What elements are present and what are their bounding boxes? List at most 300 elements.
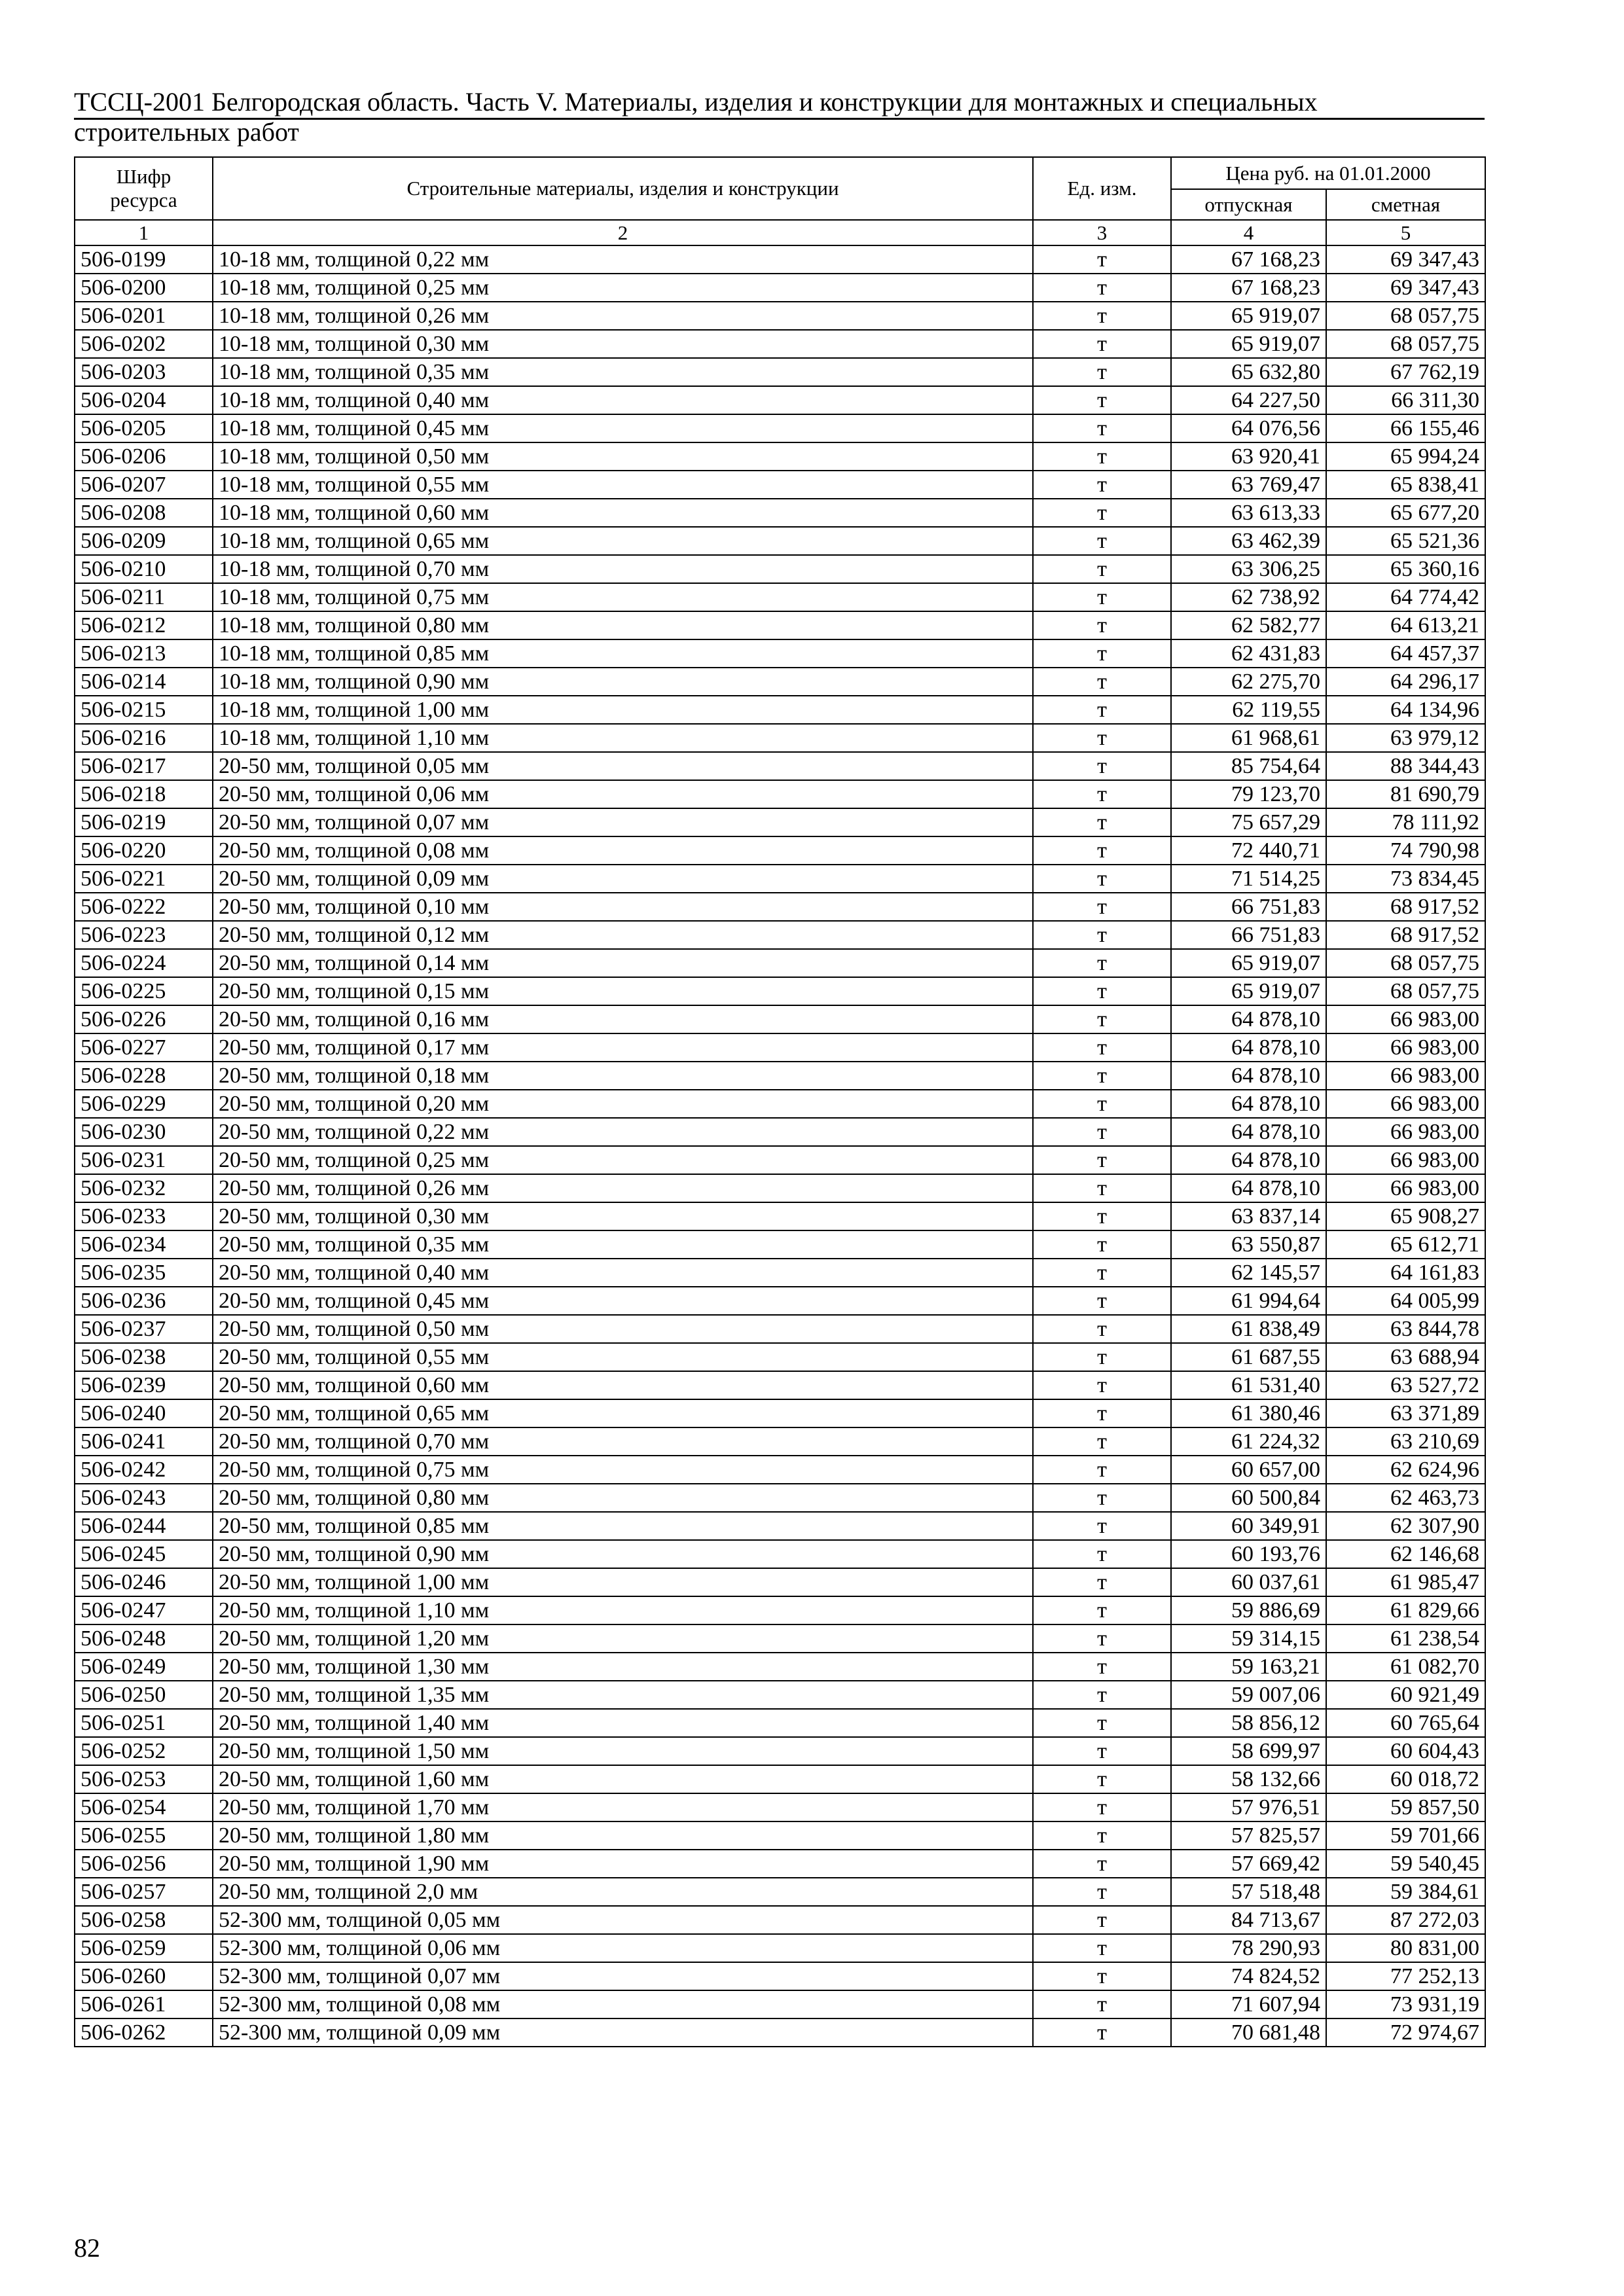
release-price: 60 657,00: [1171, 1456, 1326, 1484]
table-row: [75, 611, 1485, 639]
resource-code: 506-0261: [75, 1990, 213, 2018]
release-price: 64 076,56: [1171, 414, 1326, 442]
release-price: 63 769,47: [1171, 471, 1326, 499]
estimate-price: 68 057,75: [1326, 302, 1485, 330]
material-name: 10-18 мм, толщиной 0,22 мм: [213, 245, 1033, 274]
resource-code: 506-0200: [75, 274, 213, 302]
release-price: 65 632,80: [1171, 358, 1326, 386]
table-row: [75, 1259, 1485, 1287]
unit-of-measure: т: [1033, 1399, 1171, 1427]
resource-code: 506-0256: [75, 1850, 213, 1878]
resource-code: 506-0253: [75, 1765, 213, 1793]
material-name: 20-50 мм, толщиной 0,10 мм: [213, 893, 1033, 921]
table-row: [75, 442, 1485, 471]
release-price: 57 976,51: [1171, 1793, 1326, 1821]
resource-code: 506-0220: [75, 836, 213, 865]
unit-of-measure: т: [1033, 1709, 1171, 1737]
estimate-price: 64 005,99: [1326, 1287, 1485, 1315]
estimate-price: 63 844,78: [1326, 1315, 1485, 1343]
unit-of-measure: т: [1033, 245, 1171, 274]
release-price: 64 878,10: [1171, 1005, 1326, 1033]
material-name: 20-50 мм, толщиной 1,80 мм: [213, 1821, 1033, 1850]
header-name: Строительные материалы, изделия и конструкции: [213, 157, 1033, 220]
estimate-price: 66 983,00: [1326, 1033, 1485, 1062]
material-name: 20-50 мм, толщиной 1,40 мм: [213, 1709, 1033, 1737]
resource-code: 506-0239: [75, 1371, 213, 1399]
table-row: [75, 1793, 1485, 1821]
resource-code: 506-0243: [75, 1484, 213, 1512]
column-number: 1: [75, 220, 213, 245]
estimate-price: 69 347,43: [1326, 274, 1485, 302]
unit-of-measure: т: [1033, 1230, 1171, 1259]
page-number: 82: [74, 2233, 100, 2263]
material-name: 10-18 мм, толщиной 0,26 мм: [213, 302, 1033, 330]
release-price: 65 919,07: [1171, 949, 1326, 977]
resource-code: 506-0219: [75, 808, 213, 836]
unit-of-measure: т: [1033, 780, 1171, 808]
release-price: 64 227,50: [1171, 386, 1326, 414]
release-price: 60 349,91: [1171, 1512, 1326, 1540]
table-row: [75, 1174, 1485, 1202]
estimate-price: 66 983,00: [1326, 1005, 1485, 1033]
release-price: 65 919,07: [1171, 302, 1326, 330]
unit-of-measure: т: [1033, 1174, 1171, 1202]
resource-code: 506-0223: [75, 921, 213, 949]
table-row: [75, 2018, 1485, 2047]
release-price: 59 007,06: [1171, 1681, 1326, 1709]
release-price: 63 837,14: [1171, 1202, 1326, 1230]
material-name: 20-50 мм, толщиной 0,16 мм: [213, 1005, 1033, 1033]
unit-of-measure: т: [1033, 696, 1171, 724]
release-price: 59 163,21: [1171, 1653, 1326, 1681]
material-name: 52-300 мм, толщиной 0,05 мм: [213, 1906, 1033, 1934]
table-row: [75, 1850, 1485, 1878]
table-row: [75, 1399, 1485, 1427]
material-name: 10-18 мм, толщиной 0,50 мм: [213, 442, 1033, 471]
table-row: [75, 1540, 1485, 1568]
material-name: 20-50 мм, толщиной 1,35 мм: [213, 1681, 1033, 1709]
release-price: 71 607,94: [1171, 1990, 1326, 2018]
table-row: [75, 1118, 1485, 1146]
resource-code: 506-0244: [75, 1512, 213, 1540]
material-name: 20-50 мм, толщиной 0,25 мм: [213, 1146, 1033, 1174]
resource-code: 506-0214: [75, 668, 213, 696]
resource-code: 506-0234: [75, 1230, 213, 1259]
release-price: 61 224,32: [1171, 1427, 1326, 1456]
price-table: [74, 156, 1486, 2047]
estimate-price: 69 347,43: [1326, 245, 1485, 274]
estimate-price: 65 521,36: [1326, 527, 1485, 555]
estimate-price: 65 908,27: [1326, 1202, 1485, 1230]
material-name: 20-50 мм, толщиной 1,50 мм: [213, 1737, 1033, 1765]
material-name: 20-50 мм, толщиной 0,65 мм: [213, 1399, 1033, 1427]
material-name: 20-50 мм, толщиной 0,80 мм: [213, 1484, 1033, 1512]
release-price: 84 713,67: [1171, 1906, 1326, 1934]
resource-code: 506-0249: [75, 1653, 213, 1681]
release-price: 61 531,40: [1171, 1371, 1326, 1399]
estimate-price: 65 360,16: [1326, 555, 1485, 583]
unit-of-measure: т: [1033, 1315, 1171, 1343]
unit-of-measure: т: [1033, 274, 1171, 302]
table-row: [75, 302, 1485, 330]
unit-of-measure: т: [1033, 1821, 1171, 1850]
resource-code: 506-0259: [75, 1934, 213, 1962]
table-row: [75, 949, 1485, 977]
release-price: 71 514,25: [1171, 865, 1326, 893]
estimate-price: 64 613,21: [1326, 611, 1485, 639]
estimate-price: 66 983,00: [1326, 1146, 1485, 1174]
release-price: 64 878,10: [1171, 1174, 1326, 1202]
resource-code: 506-0262: [75, 2018, 213, 2047]
material-name: 20-50 мм, толщиной 1,00 мм: [213, 1568, 1033, 1596]
resource-code: 506-0210: [75, 555, 213, 583]
release-price: 61 838,49: [1171, 1315, 1326, 1343]
table-row: [75, 1427, 1485, 1456]
estimate-price: 72 974,67: [1326, 2018, 1485, 2047]
material-name: 20-50 мм, толщиной 0,08 мм: [213, 836, 1033, 865]
estimate-price: 78 111,92: [1326, 808, 1485, 836]
material-name: 20-50 мм, толщиной 1,60 мм: [213, 1765, 1033, 1793]
column-number: 5: [1326, 220, 1485, 245]
resource-code: 506-0217: [75, 752, 213, 780]
resource-code: 506-0199: [75, 245, 213, 274]
material-name: 20-50 мм, толщиной 1,90 мм: [213, 1850, 1033, 1878]
estimate-price: 66 983,00: [1326, 1174, 1485, 1202]
resource-code: 506-0241: [75, 1427, 213, 1456]
estimate-price: 61 082,70: [1326, 1653, 1485, 1681]
release-price: 66 751,83: [1171, 893, 1326, 921]
unit-of-measure: т: [1033, 1624, 1171, 1653]
unit-of-measure: т: [1033, 611, 1171, 639]
estimate-price: 59 384,61: [1326, 1878, 1485, 1906]
estimate-price: 68 057,75: [1326, 977, 1485, 1005]
table-row: [75, 724, 1485, 752]
table-row: [75, 1821, 1485, 1850]
unit-of-measure: т: [1033, 836, 1171, 865]
resource-code: 506-0258: [75, 1906, 213, 1934]
estimate-price: 64 161,83: [1326, 1259, 1485, 1287]
header-price-release: отпускная: [1171, 189, 1326, 220]
unit-of-measure: т: [1033, 555, 1171, 583]
unit-of-measure: т: [1033, 1202, 1171, 1230]
table-row: [75, 1033, 1485, 1062]
material-name: 10-18 мм, толщиной 0,85 мм: [213, 639, 1033, 668]
estimate-price: 74 790,98: [1326, 836, 1485, 865]
material-name: 20-50 мм, толщиной 0,07 мм: [213, 808, 1033, 836]
resource-code: 506-0231: [75, 1146, 213, 1174]
table-row: [75, 1005, 1485, 1033]
material-name: 20-50 мм, толщиной 0,17 мм: [213, 1033, 1033, 1062]
table-row: [75, 358, 1485, 386]
material-name: 20-50 мм, толщиной 0,20 мм: [213, 1090, 1033, 1118]
material-name: 10-18 мм, толщиной 0,35 мм: [213, 358, 1033, 386]
release-price: 61 994,64: [1171, 1287, 1326, 1315]
unit-of-measure: т: [1033, 1427, 1171, 1456]
unit-of-measure: т: [1033, 1934, 1171, 1962]
material-name: 20-50 мм, толщиной 0,05 мм: [213, 752, 1033, 780]
table-row: [75, 527, 1485, 555]
resource-code: 506-0255: [75, 1821, 213, 1850]
release-price: 78 290,93: [1171, 1934, 1326, 1962]
material-name: 20-50 мм, толщиной 1,70 мм: [213, 1793, 1033, 1821]
resource-code: 506-0213: [75, 639, 213, 668]
unit-of-measure: т: [1033, 1653, 1171, 1681]
resource-code: 506-0216: [75, 724, 213, 752]
resource-code: 506-0225: [75, 977, 213, 1005]
material-name: 20-50 мм, толщиной 1,20 мм: [213, 1624, 1033, 1653]
release-price: 59 886,69: [1171, 1596, 1326, 1624]
release-price: 60 193,76: [1171, 1540, 1326, 1568]
unit-of-measure: т: [1033, 330, 1171, 358]
material-name: 20-50 мм, толщиной 0,45 мм: [213, 1287, 1033, 1315]
table-row: [75, 1990, 1485, 2018]
estimate-price: 59 857,50: [1326, 1793, 1485, 1821]
material-name: 20-50 мм, толщиной 0,35 мм: [213, 1230, 1033, 1259]
release-price: 63 306,25: [1171, 555, 1326, 583]
unit-of-measure: т: [1033, 583, 1171, 611]
column-number: 2: [213, 220, 1033, 245]
unit-of-measure: т: [1033, 1033, 1171, 1062]
estimate-price: 62 146,68: [1326, 1540, 1485, 1568]
table-row: [75, 1315, 1485, 1343]
material-name: 52-300 мм, толщиной 0,09 мм: [213, 2018, 1033, 2047]
release-price: 65 919,07: [1171, 977, 1326, 1005]
material-name: 20-50 мм, толщиной 2,0 мм: [213, 1878, 1033, 1906]
table-row: [75, 865, 1485, 893]
estimate-price: 62 624,96: [1326, 1456, 1485, 1484]
resource-code: 506-0257: [75, 1878, 213, 1906]
resource-code: 506-0202: [75, 330, 213, 358]
estimate-price: 64 774,42: [1326, 583, 1485, 611]
material-name: 20-50 мм, толщиной 0,90 мм: [213, 1540, 1033, 1568]
estimate-price: 77 252,13: [1326, 1962, 1485, 1990]
resource-code: 506-0230: [75, 1118, 213, 1146]
release-price: 63 550,87: [1171, 1230, 1326, 1259]
table-row: [75, 555, 1485, 583]
material-name: 20-50 мм, толщиной 0,09 мм: [213, 865, 1033, 893]
estimate-price: 63 527,72: [1326, 1371, 1485, 1399]
material-name: 20-50 мм, толщиной 0,15 мм: [213, 977, 1033, 1005]
release-price: 60 037,61: [1171, 1568, 1326, 1596]
table-row: [75, 921, 1485, 949]
unit-of-measure: т: [1033, 1512, 1171, 1540]
table-row: [75, 1090, 1485, 1118]
table-row: [75, 1062, 1485, 1090]
table-row: [75, 1962, 1485, 1990]
resource-code: 506-0204: [75, 386, 213, 414]
material-name: 20-50 мм, толщиной 1,30 мм: [213, 1653, 1033, 1681]
estimate-price: 60 604,43: [1326, 1737, 1485, 1765]
estimate-price: 88 344,43: [1326, 752, 1485, 780]
release-price: 64 878,10: [1171, 1118, 1326, 1146]
estimate-price: 61 985,47: [1326, 1568, 1485, 1596]
resource-code: 506-0201: [75, 302, 213, 330]
unit-of-measure: т: [1033, 1005, 1171, 1033]
material-name: 10-18 мм, толщиной 1,10 мм: [213, 724, 1033, 752]
unit-of-measure: т: [1033, 1850, 1171, 1878]
estimate-price: 60 765,64: [1326, 1709, 1485, 1737]
table-body: [75, 245, 1485, 2047]
table-row: [75, 1287, 1485, 1315]
table-row: [75, 1456, 1485, 1484]
table-row: [75, 780, 1485, 808]
unit-of-measure: т: [1033, 302, 1171, 330]
estimate-price: 63 688,94: [1326, 1343, 1485, 1371]
estimate-price: 62 307,90: [1326, 1512, 1485, 1540]
resource-code: 506-0227: [75, 1033, 213, 1062]
resource-code: 506-0203: [75, 358, 213, 386]
estimate-price: 68 057,75: [1326, 330, 1485, 358]
resource-code: 506-0207: [75, 471, 213, 499]
material-name: 20-50 мм, толщиной 0,40 мм: [213, 1259, 1033, 1287]
unit-of-measure: т: [1033, 1118, 1171, 1146]
material-name: 10-18 мм, толщиной 0,75 мм: [213, 583, 1033, 611]
resource-code: 506-0254: [75, 1793, 213, 1821]
table-row: [75, 1765, 1485, 1793]
header-code: Шифр ресурса: [75, 157, 213, 220]
release-price: 72 440,71: [1171, 836, 1326, 865]
material-name: 10-18 мм, толщиной 0,70 мм: [213, 555, 1033, 583]
estimate-price: 66 983,00: [1326, 1090, 1485, 1118]
unit-of-measure: т: [1033, 1765, 1171, 1793]
unit-of-measure: т: [1033, 808, 1171, 836]
material-name: 52-300 мм, толщиной 0,07 мм: [213, 1962, 1033, 1990]
table-row: [75, 1653, 1485, 1681]
unit-of-measure: т: [1033, 1456, 1171, 1484]
release-price: 61 687,55: [1171, 1343, 1326, 1371]
resource-code: 506-0229: [75, 1090, 213, 1118]
release-price: 62 145,57: [1171, 1259, 1326, 1287]
table-row: [75, 386, 1485, 414]
estimate-price: 63 210,69: [1326, 1427, 1485, 1456]
resource-code: 506-0233: [75, 1202, 213, 1230]
table-row: [75, 499, 1485, 527]
estimate-price: 64 296,17: [1326, 668, 1485, 696]
material-name: 20-50 мм, толщиной 0,85 мм: [213, 1512, 1033, 1540]
resource-code: 506-0248: [75, 1624, 213, 1653]
material-name: 20-50 мм, толщиной 0,26 мм: [213, 1174, 1033, 1202]
release-price: 64 878,10: [1171, 1062, 1326, 1090]
table-row: [75, 1624, 1485, 1653]
estimate-price: 66 983,00: [1326, 1062, 1485, 1090]
header-unit: Ед. изм.: [1033, 157, 1171, 220]
unit-of-measure: т: [1033, 1681, 1171, 1709]
material-name: 10-18 мм, толщиной 0,90 мм: [213, 668, 1033, 696]
release-price: 60 500,84: [1171, 1484, 1326, 1512]
release-price: 58 699,97: [1171, 1737, 1326, 1765]
material-name: 20-50 мм, толщиной 0,18 мм: [213, 1062, 1033, 1090]
estimate-price: 60 921,49: [1326, 1681, 1485, 1709]
material-name: 20-50 мм, толщиной 0,55 мм: [213, 1343, 1033, 1371]
column-number: 4: [1171, 220, 1326, 245]
table-row: [75, 583, 1485, 611]
table-row: [75, 977, 1485, 1005]
unit-of-measure: т: [1033, 2018, 1171, 2047]
table-row: [75, 414, 1485, 442]
resource-code: 506-0206: [75, 442, 213, 471]
table-row: [75, 639, 1485, 668]
table-row: [75, 1202, 1485, 1230]
material-name: 20-50 мм, толщиной 0,30 мм: [213, 1202, 1033, 1230]
unit-of-measure: т: [1033, 1287, 1171, 1315]
estimate-price: 67 762,19: [1326, 358, 1485, 386]
unit-of-measure: т: [1033, 1484, 1171, 1512]
release-price: 64 878,10: [1171, 1090, 1326, 1118]
material-name: 52-300 мм, толщиной 0,06 мм: [213, 1934, 1033, 1962]
estimate-price: 68 057,75: [1326, 949, 1485, 977]
release-price: 75 657,29: [1171, 808, 1326, 836]
material-name: 20-50 мм, толщиной 0,70 мм: [213, 1427, 1033, 1456]
release-price: 59 314,15: [1171, 1624, 1326, 1653]
estimate-price: 62 463,73: [1326, 1484, 1485, 1512]
estimate-price: 64 457,37: [1326, 639, 1485, 668]
unit-of-measure: т: [1033, 1371, 1171, 1399]
release-price: 57 669,42: [1171, 1850, 1326, 1878]
release-price: 64 878,10: [1171, 1033, 1326, 1062]
resource-code: 506-0252: [75, 1737, 213, 1765]
table-row: [75, 808, 1485, 836]
material-name: 10-18 мм, толщиной 0,80 мм: [213, 611, 1033, 639]
estimate-price: 59 540,45: [1326, 1850, 1485, 1878]
material-name: 10-18 мм, толщиной 0,60 мм: [213, 499, 1033, 527]
unit-of-measure: т: [1033, 1540, 1171, 1568]
unit-of-measure: т: [1033, 1568, 1171, 1596]
table-row: [75, 1737, 1485, 1765]
release-price: 85 754,64: [1171, 752, 1326, 780]
table-row: [75, 1878, 1485, 1906]
resource-code: 506-0236: [75, 1287, 213, 1315]
header-price-estimate: сметная: [1326, 189, 1485, 220]
release-price: 66 751,83: [1171, 921, 1326, 949]
unit-of-measure: т: [1033, 386, 1171, 414]
unit-of-measure: т: [1033, 471, 1171, 499]
resource-code: 506-0208: [75, 499, 213, 527]
unit-of-measure: т: [1033, 724, 1171, 752]
release-price: 70 681,48: [1171, 2018, 1326, 2047]
resource-code: 506-0237: [75, 1315, 213, 1343]
unit-of-measure: т: [1033, 668, 1171, 696]
release-price: 57 825,57: [1171, 1821, 1326, 1850]
resource-code: 506-0218: [75, 780, 213, 808]
table-row: [75, 1484, 1485, 1512]
table-row: [75, 471, 1485, 499]
release-price: 79 123,70: [1171, 780, 1326, 808]
estimate-price: 80 831,00: [1326, 1934, 1485, 1962]
release-price: 63 613,33: [1171, 499, 1326, 527]
table-row: [75, 274, 1485, 302]
document-title-line-2: строительных работ: [74, 117, 299, 147]
estimate-price: 65 612,71: [1326, 1230, 1485, 1259]
table-row: [75, 1681, 1485, 1709]
release-price: 63 920,41: [1171, 442, 1326, 471]
resource-code: 506-0228: [75, 1062, 213, 1090]
material-name: 20-50 мм, толщиной 0,22 мм: [213, 1118, 1033, 1146]
estimate-price: 61 238,54: [1326, 1624, 1485, 1653]
unit-of-measure: т: [1033, 1596, 1171, 1624]
release-price: 62 431,83: [1171, 639, 1326, 668]
unit-of-measure: т: [1033, 1090, 1171, 1118]
unit-of-measure: т: [1033, 414, 1171, 442]
unit-of-measure: т: [1033, 527, 1171, 555]
release-price: 62 582,77: [1171, 611, 1326, 639]
material-name: 10-18 мм, толщиной 1,00 мм: [213, 696, 1033, 724]
material-name: 20-50 мм, толщиной 0,60 мм: [213, 1371, 1033, 1399]
unit-of-measure: т: [1033, 921, 1171, 949]
resource-code: 506-0242: [75, 1456, 213, 1484]
table-row: [75, 1906, 1485, 1934]
material-name: 20-50 мм, толщиной 1,10 мм: [213, 1596, 1033, 1624]
release-price: 58 132,66: [1171, 1765, 1326, 1793]
